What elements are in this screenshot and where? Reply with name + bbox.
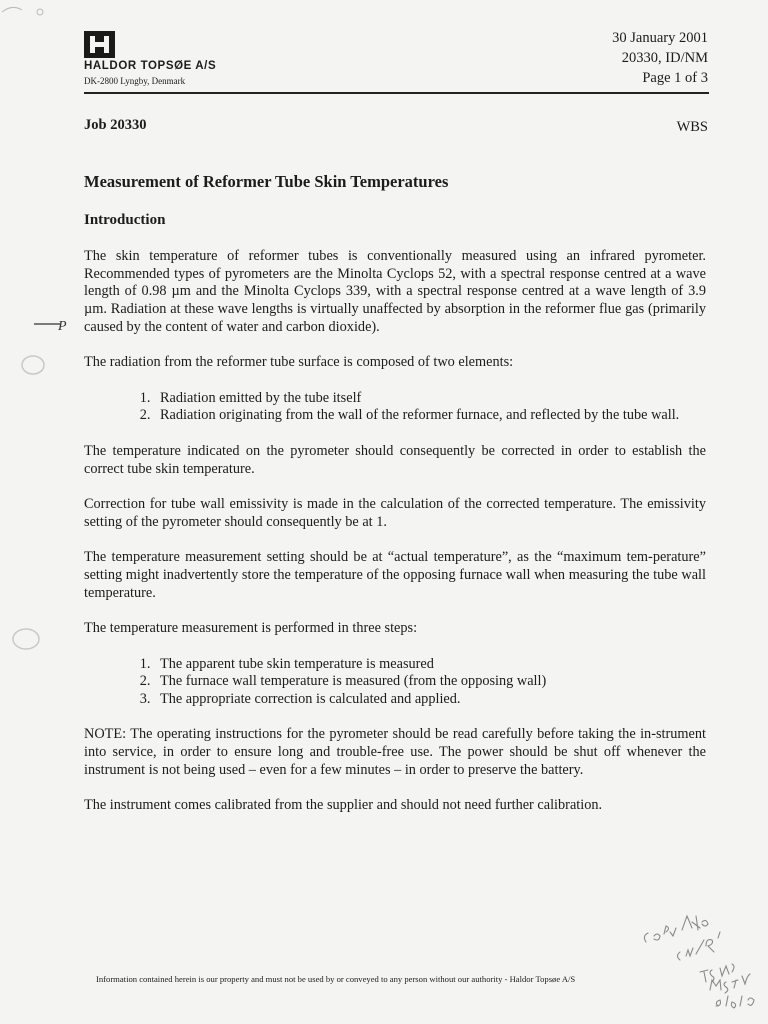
measurement-steps-list bbox=[84, 656, 706, 709]
paragraph: The radiation from the reformer tube surface is composed of two elements: bbox=[84, 354, 514, 371]
radiation-elements-list bbox=[84, 390, 706, 425]
document-date: 30 January 2001 bbox=[612, 30, 708, 46]
paragraph: The temperature measurement is performed in three steps: bbox=[84, 620, 418, 637]
paragraph: Correction for tube wall emissivity is made in the calculation of the corrected temperature. The emissivity setting of the pyrometer should consequently be at 1. bbox=[84, 496, 706, 530]
list-item: 2. Radiation originating from the wall of the reformer furnace, and reflected by the tube wall. bbox=[154, 407, 706, 425]
job-number: Job 20330 bbox=[84, 117, 147, 133]
list-item: 1. The apparent tube skin temperature is measured bbox=[154, 656, 706, 674]
document-meta bbox=[612, 28, 708, 88]
company-logo bbox=[84, 31, 115, 58]
paragraph: The temperature indicated on the pyrometer should consequently be corrected in order to establish the correct tube skin temperature. bbox=[84, 442, 706, 477]
company-name: HALDOR TOPSØE A/S bbox=[84, 60, 217, 72]
handwritten-annotation bbox=[640, 912, 760, 1012]
paragraph: The instrument comes calibrated from the supplier and should not need further calibration. bbox=[84, 797, 603, 814]
svg-text:P: P bbox=[58, 319, 67, 334]
document-reference: 20330, ID/NM bbox=[621, 50, 708, 66]
list-item: 1. Radiation emitted by the tube itself bbox=[154, 390, 706, 408]
paragraph: The temperature measurement setting should be at “actual temperature”, as the “maximum tem-perature” setting might inadvertently store the temperature of the opposing furnace wall when measuring the tube wall temperature. bbox=[84, 549, 706, 601]
document-body bbox=[84, 173, 706, 833]
footer-disclaimer: Information contained herein is our property and must not be used by or conveyed to any person without our authority - Haldor Topsøe A/S bbox=[96, 974, 576, 984]
paragraph: The skin temperature of reformer tubes is conventionally measured using an infrared pyrometer. Recommended types of pyrometers are the Minolta Cyclops 52, with a spectral response centred at a wave length of 0.98 µm and the Minolta Cyclops 339, with a spectral response centred at a wave length of 3.9 µm. Radiation at these wave lengths is virtually unaffected by absorption in the reformer flue gas (primarily caused by the content of water and carbon dioxide). bbox=[84, 248, 706, 335]
margin-arrow-annotation bbox=[30, 315, 70, 337]
section-heading: Introduction bbox=[84, 211, 166, 228]
punch-hole-mark bbox=[18, 352, 48, 378]
wbs-code: WBS bbox=[676, 119, 708, 135]
header-rule bbox=[84, 92, 709, 94]
punch-hole-mark bbox=[8, 625, 44, 653]
company-address: DK-2800 Lyngby, Denmark bbox=[84, 76, 186, 86]
list-item: 3. The appropriate correction is calculated and applied. bbox=[154, 691, 706, 709]
list-item: 2. The furnace wall temperature is measured (from the opposing wall) bbox=[154, 673, 706, 691]
note-paragraph: NOTE: The operating instructions for the pyrometer should be read carefully before taking the in-strument into service, in order to ensure long and trouble-free use. The power should be shut off whenever the instrument is not being used – even for a few minutes – in order to preserve the battery. bbox=[84, 726, 706, 778]
page-number: Page 1 of 3 bbox=[642, 70, 708, 86]
scan-corner-mark bbox=[0, 0, 60, 30]
document-title: Measurement of Reformer Tube Skin Temperatures bbox=[84, 172, 449, 191]
